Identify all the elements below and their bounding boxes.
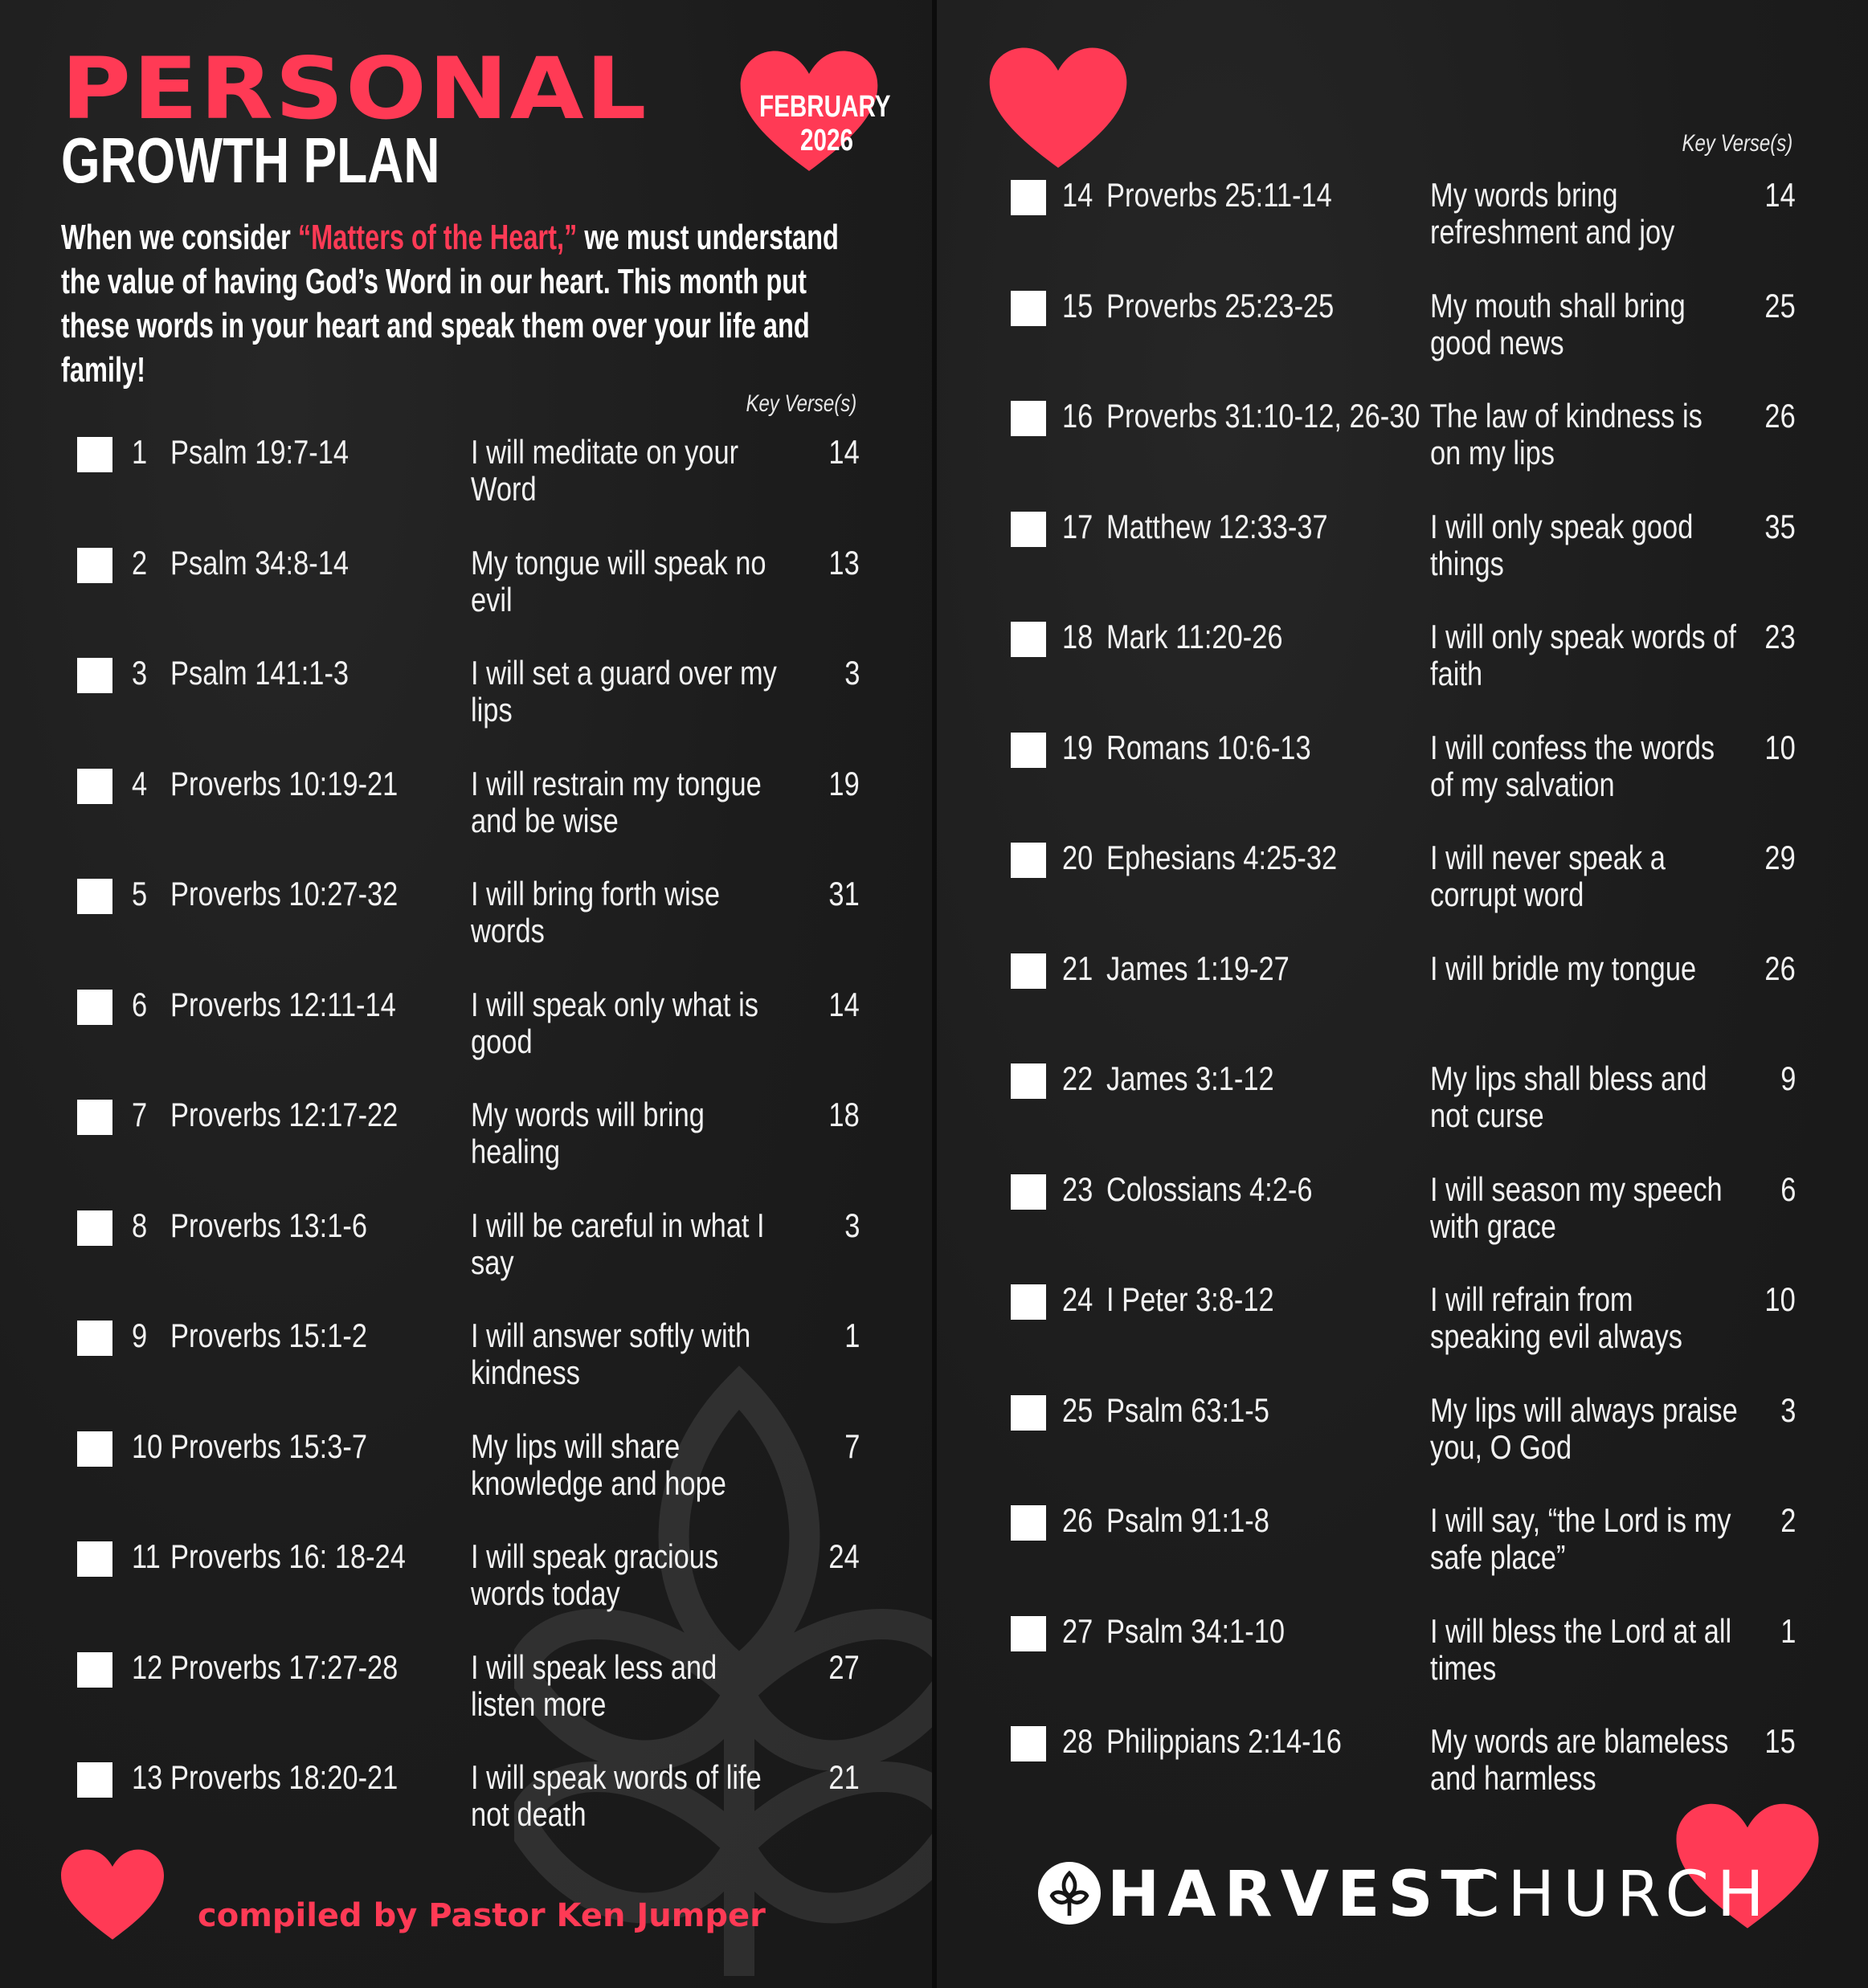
key-verse-header-right: Key Verse(s) xyxy=(1682,130,1792,157)
day-number: 13 xyxy=(132,1758,163,1796)
intro-paragraph xyxy=(61,215,858,392)
day-number: 27 xyxy=(1062,1611,1093,1650)
day-number: 19 xyxy=(1062,728,1093,766)
affirmation-text: I will confess the words of my salvation xyxy=(1430,728,1715,803)
heart-decoration-top-right xyxy=(982,45,1134,173)
day-number: 1 xyxy=(132,433,148,471)
reading-checkbox[interactable] xyxy=(77,769,112,804)
scripture-reference: Psalm 63:1-5 xyxy=(1106,1390,1269,1429)
reading-checkbox[interactable] xyxy=(1011,622,1046,657)
key-verse-number: 21 xyxy=(828,1758,860,1796)
key-verse-number: 14 xyxy=(1764,176,1796,214)
intro-highlight: “Matters of the Heart,” xyxy=(297,218,578,257)
key-verse-number: 6 xyxy=(1780,1170,1796,1208)
key-verse-number: 23 xyxy=(1764,618,1796,655)
reading-row xyxy=(937,1613,1868,1709)
badge-month: FEBRUARY xyxy=(759,90,891,124)
scripture-reference: Proverbs 12:17-22 xyxy=(170,1096,399,1133)
key-verse-number: 3 xyxy=(844,654,860,692)
scripture-reference: Matthew 12:33-37 xyxy=(1106,507,1328,545)
reading-row xyxy=(0,876,932,972)
reading-row xyxy=(0,1207,932,1304)
scripture-reference: Romans 10:6-13 xyxy=(1106,728,1311,766)
reading-checkbox[interactable] xyxy=(1011,512,1046,547)
scripture-reference: Proverbs 17:27-28 xyxy=(170,1647,399,1686)
reading-row xyxy=(0,1428,932,1525)
affirmation-text: My words will bring healing xyxy=(471,1096,705,1170)
reading-checkbox[interactable] xyxy=(77,1210,112,1246)
heart-decoration-bottom-left xyxy=(56,1847,169,1944)
scripture-reference: Psalm 141:1-3 xyxy=(170,654,349,692)
reading-checkbox[interactable] xyxy=(77,990,112,1025)
affirmation-text: My lips will always praise you, O God xyxy=(1430,1390,1738,1466)
affirmation-text: I will never speak a corrupt word xyxy=(1430,839,1666,913)
reading-checkbox[interactable] xyxy=(1011,1284,1046,1320)
day-number: 15 xyxy=(1062,286,1093,325)
day-number: 18 xyxy=(1062,618,1093,655)
reading-checkbox[interactable] xyxy=(1011,733,1046,768)
reading-row xyxy=(0,545,932,641)
affirmation-text: I will speak gracious words today xyxy=(471,1537,719,1612)
reading-row xyxy=(937,618,1868,715)
affirmation-text: I will meditate on your Word xyxy=(471,433,739,508)
key-verse-number: 9 xyxy=(1780,1059,1796,1097)
affirmation-text: I will say, “the Lord is my safe place” xyxy=(1430,1501,1731,1576)
logo-word-harvest: HARVEST xyxy=(1107,1859,1492,1931)
key-verse-number: 7 xyxy=(844,1427,860,1465)
affirmation-text: I will bless the Lord at all times xyxy=(1430,1611,1732,1687)
affirmation-text: I will bridle my tongue xyxy=(1430,949,1697,987)
title-personal: PERSONAL xyxy=(61,39,648,138)
key-verse-number: 14 xyxy=(828,433,860,471)
reading-row xyxy=(937,177,1868,273)
affirmation-text: My tongue will speak no evil xyxy=(471,543,766,618)
scripture-reference: Proverbs 15:1-2 xyxy=(170,1316,368,1354)
reading-checkbox[interactable] xyxy=(77,1762,112,1798)
day-number: 5 xyxy=(132,875,148,912)
key-verse-number: 14 xyxy=(828,985,860,1023)
key-verse-number: 25 xyxy=(1764,286,1796,325)
reading-row xyxy=(937,1502,1868,1598)
reading-row xyxy=(0,1759,932,1855)
day-number: 9 xyxy=(132,1316,148,1354)
reading-checkbox[interactable] xyxy=(1011,291,1046,326)
day-number: 24 xyxy=(1062,1280,1093,1318)
reading-row xyxy=(937,729,1868,826)
scripture-reference: I Peter 3:8-12 xyxy=(1106,1280,1274,1318)
day-number: 10 xyxy=(132,1427,163,1465)
key-verse-number: 1 xyxy=(1780,1611,1796,1650)
key-verse-number: 31 xyxy=(828,875,860,912)
key-verse-number: 29 xyxy=(1764,839,1796,876)
scripture-reference: Proverbs 25:23-25 xyxy=(1106,286,1335,325)
reading-row xyxy=(937,1171,1868,1268)
reading-checkbox[interactable] xyxy=(1011,1505,1046,1541)
key-verse-number: 26 xyxy=(1764,949,1796,987)
affirmation-text: I will speak less and listen more xyxy=(471,1647,717,1723)
affirmation-text: I will only speak words of faith xyxy=(1430,618,1736,692)
reading-checkbox[interactable] xyxy=(1011,180,1046,215)
reading-row xyxy=(937,839,1868,936)
reading-row xyxy=(937,1060,1868,1157)
affirmation-text: My mouth shall bring good news xyxy=(1430,286,1686,361)
key-verse-number: 2 xyxy=(1780,1501,1796,1539)
reading-row xyxy=(0,1096,932,1193)
day-number: 28 xyxy=(1062,1722,1093,1760)
key-verse-number: 13 xyxy=(828,543,860,582)
key-verse-number: 10 xyxy=(1764,1280,1796,1318)
reading-checkbox[interactable] xyxy=(1011,401,1046,436)
key-verse-header-left: Key Verse(s) xyxy=(746,390,856,417)
day-number: 25 xyxy=(1062,1390,1093,1429)
day-number: 20 xyxy=(1062,839,1093,876)
scripture-reference: Proverbs 18:20-21 xyxy=(170,1758,399,1796)
reading-row xyxy=(0,1317,932,1414)
reading-row xyxy=(0,1538,932,1635)
day-number: 4 xyxy=(132,764,148,802)
scripture-reference: Proverbs 13:1-6 xyxy=(170,1206,368,1244)
reading-checkbox[interactable] xyxy=(77,879,112,914)
affirmation-text: I will only speak good things xyxy=(1430,507,1694,582)
day-number: 23 xyxy=(1062,1170,1093,1208)
reading-checkbox[interactable] xyxy=(1011,1726,1046,1761)
heart-icon xyxy=(56,1847,169,1944)
reading-checkbox[interactable] xyxy=(1011,1063,1046,1099)
key-verse-number: 10 xyxy=(1764,728,1796,766)
key-verse-number: 35 xyxy=(1764,507,1796,545)
key-verse-number: 15 xyxy=(1764,1722,1796,1760)
key-verse-number: 18 xyxy=(828,1096,860,1133)
reading-checkbox[interactable] xyxy=(77,1100,112,1135)
scripture-reference: Ephesians 4:25-32 xyxy=(1106,839,1338,876)
scripture-reference: Philippians 2:14-16 xyxy=(1106,1722,1342,1760)
affirmation-text: The law of kindness is on my lips xyxy=(1430,397,1702,471)
scripture-reference: Proverbs 10:27-32 xyxy=(170,875,399,912)
intro-text-end: we must understand the value of having God’s Word in our heart. This month put these words in your heart and speak them over your life and family! xyxy=(61,218,839,390)
month-badge xyxy=(733,48,891,177)
affirmation-text: I will restrain my tongue and be wise xyxy=(471,764,762,839)
reading-checkbox[interactable] xyxy=(77,1652,112,1688)
scripture-reference: James 1:19-27 xyxy=(1106,949,1290,987)
scripture-reference: Proverbs 10:19-21 xyxy=(170,764,399,802)
logo-word-church: CHURCH xyxy=(1456,1859,1772,1931)
scripture-reference: Psalm 34:1-10 xyxy=(1106,1611,1286,1650)
day-number: 12 xyxy=(132,1647,163,1686)
scripture-reference: James 3:1-12 xyxy=(1106,1059,1274,1097)
affirmation-text: My words bring refreshment and joy xyxy=(1430,176,1675,251)
reading-checkbox[interactable] xyxy=(1011,1395,1046,1431)
compiled-by-credit: compiled by Pastor Ken Jumper xyxy=(198,1897,766,1934)
reading-row xyxy=(937,508,1868,605)
affirmation-text: I will speak words of life not death xyxy=(471,1758,762,1833)
affirmation-text: I will set a guard over my lips xyxy=(471,654,777,729)
reading-row xyxy=(937,1281,1868,1378)
day-number: 2 xyxy=(132,543,148,582)
key-verse-number: 24 xyxy=(828,1537,860,1575)
scripture-reference: Proverbs 12:11-14 xyxy=(170,985,396,1023)
affirmation-text: My lips will share knowledge and hope xyxy=(471,1427,726,1502)
reading-row xyxy=(0,765,932,862)
reading-checkbox[interactable] xyxy=(1011,1174,1046,1210)
affirmation-text: I will season my speech with grace xyxy=(1430,1170,1723,1245)
reading-checkbox[interactable] xyxy=(77,1541,112,1577)
title-growth-plan: GROWTH PLAN xyxy=(61,125,440,196)
reading-checkbox[interactable] xyxy=(1011,1616,1046,1651)
key-verse-number: 3 xyxy=(844,1206,860,1244)
reading-row xyxy=(937,288,1868,384)
scripture-reference: Proverbs 16: 18-24 xyxy=(170,1537,406,1575)
day-number: 26 xyxy=(1062,1501,1093,1539)
affirmation-text: I will refrain from speaking evil always xyxy=(1430,1280,1682,1355)
affirmation-text: I will speak only what is good xyxy=(471,985,758,1060)
reading-row xyxy=(937,1392,1868,1488)
key-verse-number: 19 xyxy=(828,764,860,802)
key-verse-number: 1 xyxy=(844,1316,860,1354)
reading-row xyxy=(0,986,932,1083)
reading-checkbox[interactable] xyxy=(77,437,112,472)
scripture-reference: Proverbs 31:10-12, 26-30 xyxy=(1106,397,1420,435)
scripture-reference: Colossians 4:2-6 xyxy=(1106,1170,1313,1208)
scripture-reference: Proverbs 15:3-7 xyxy=(170,1427,368,1465)
left-panel xyxy=(0,0,932,1988)
day-number: 16 xyxy=(1062,397,1093,435)
harvest-church-logo-mark xyxy=(1038,1862,1101,1925)
scripture-reference: Mark 11:20-26 xyxy=(1106,618,1283,655)
reading-checkbox[interactable] xyxy=(77,658,112,693)
day-number: 17 xyxy=(1062,507,1093,545)
scripture-reference: Psalm 91:1-8 xyxy=(1106,1501,1269,1539)
affirmation-text: I will be careful in what I say xyxy=(471,1206,765,1281)
reading-checkbox[interactable] xyxy=(1011,843,1046,878)
wheat-logo-icon xyxy=(1038,1862,1101,1925)
reading-checkbox[interactable] xyxy=(77,1431,112,1467)
day-number: 6 xyxy=(132,985,148,1023)
reading-checkbox[interactable] xyxy=(1011,953,1046,989)
day-number: 3 xyxy=(132,654,148,692)
affirmation-text: I will bring forth wise words xyxy=(471,875,721,949)
reading-row xyxy=(0,1649,932,1745)
scripture-reference: Psalm 19:7-14 xyxy=(170,433,349,471)
reading-checkbox[interactable] xyxy=(77,548,112,583)
scripture-reference: Psalm 34:8-14 xyxy=(170,543,349,582)
scripture-reference: Proverbs 25:11-14 xyxy=(1106,176,1332,214)
day-number: 11 xyxy=(132,1537,161,1575)
day-number: 14 xyxy=(1062,176,1093,214)
right-panel xyxy=(937,0,1868,1988)
affirmation-text: I will answer softly with kindness xyxy=(471,1316,751,1391)
reading-row xyxy=(0,655,932,751)
affirmation-text: My lips shall bless and not curse xyxy=(1430,1059,1707,1134)
key-verse-number: 26 xyxy=(1764,397,1796,435)
intro-text-start: When we consider xyxy=(61,218,298,257)
day-number: 8 xyxy=(132,1206,148,1244)
badge-year: 2026 xyxy=(800,124,853,157)
affirmation-text: My words are blameless and harmless xyxy=(1430,1722,1729,1797)
day-number: 7 xyxy=(132,1096,148,1133)
day-number: 22 xyxy=(1062,1059,1093,1097)
day-number: 21 xyxy=(1062,949,1093,987)
key-verse-number: 27 xyxy=(828,1647,860,1686)
reading-row xyxy=(937,950,1868,1047)
reading-checkbox[interactable] xyxy=(77,1321,112,1356)
reading-row xyxy=(937,398,1868,494)
reading-row xyxy=(0,434,932,530)
heart-icon xyxy=(982,45,1134,173)
key-verse-number: 3 xyxy=(1780,1390,1796,1429)
